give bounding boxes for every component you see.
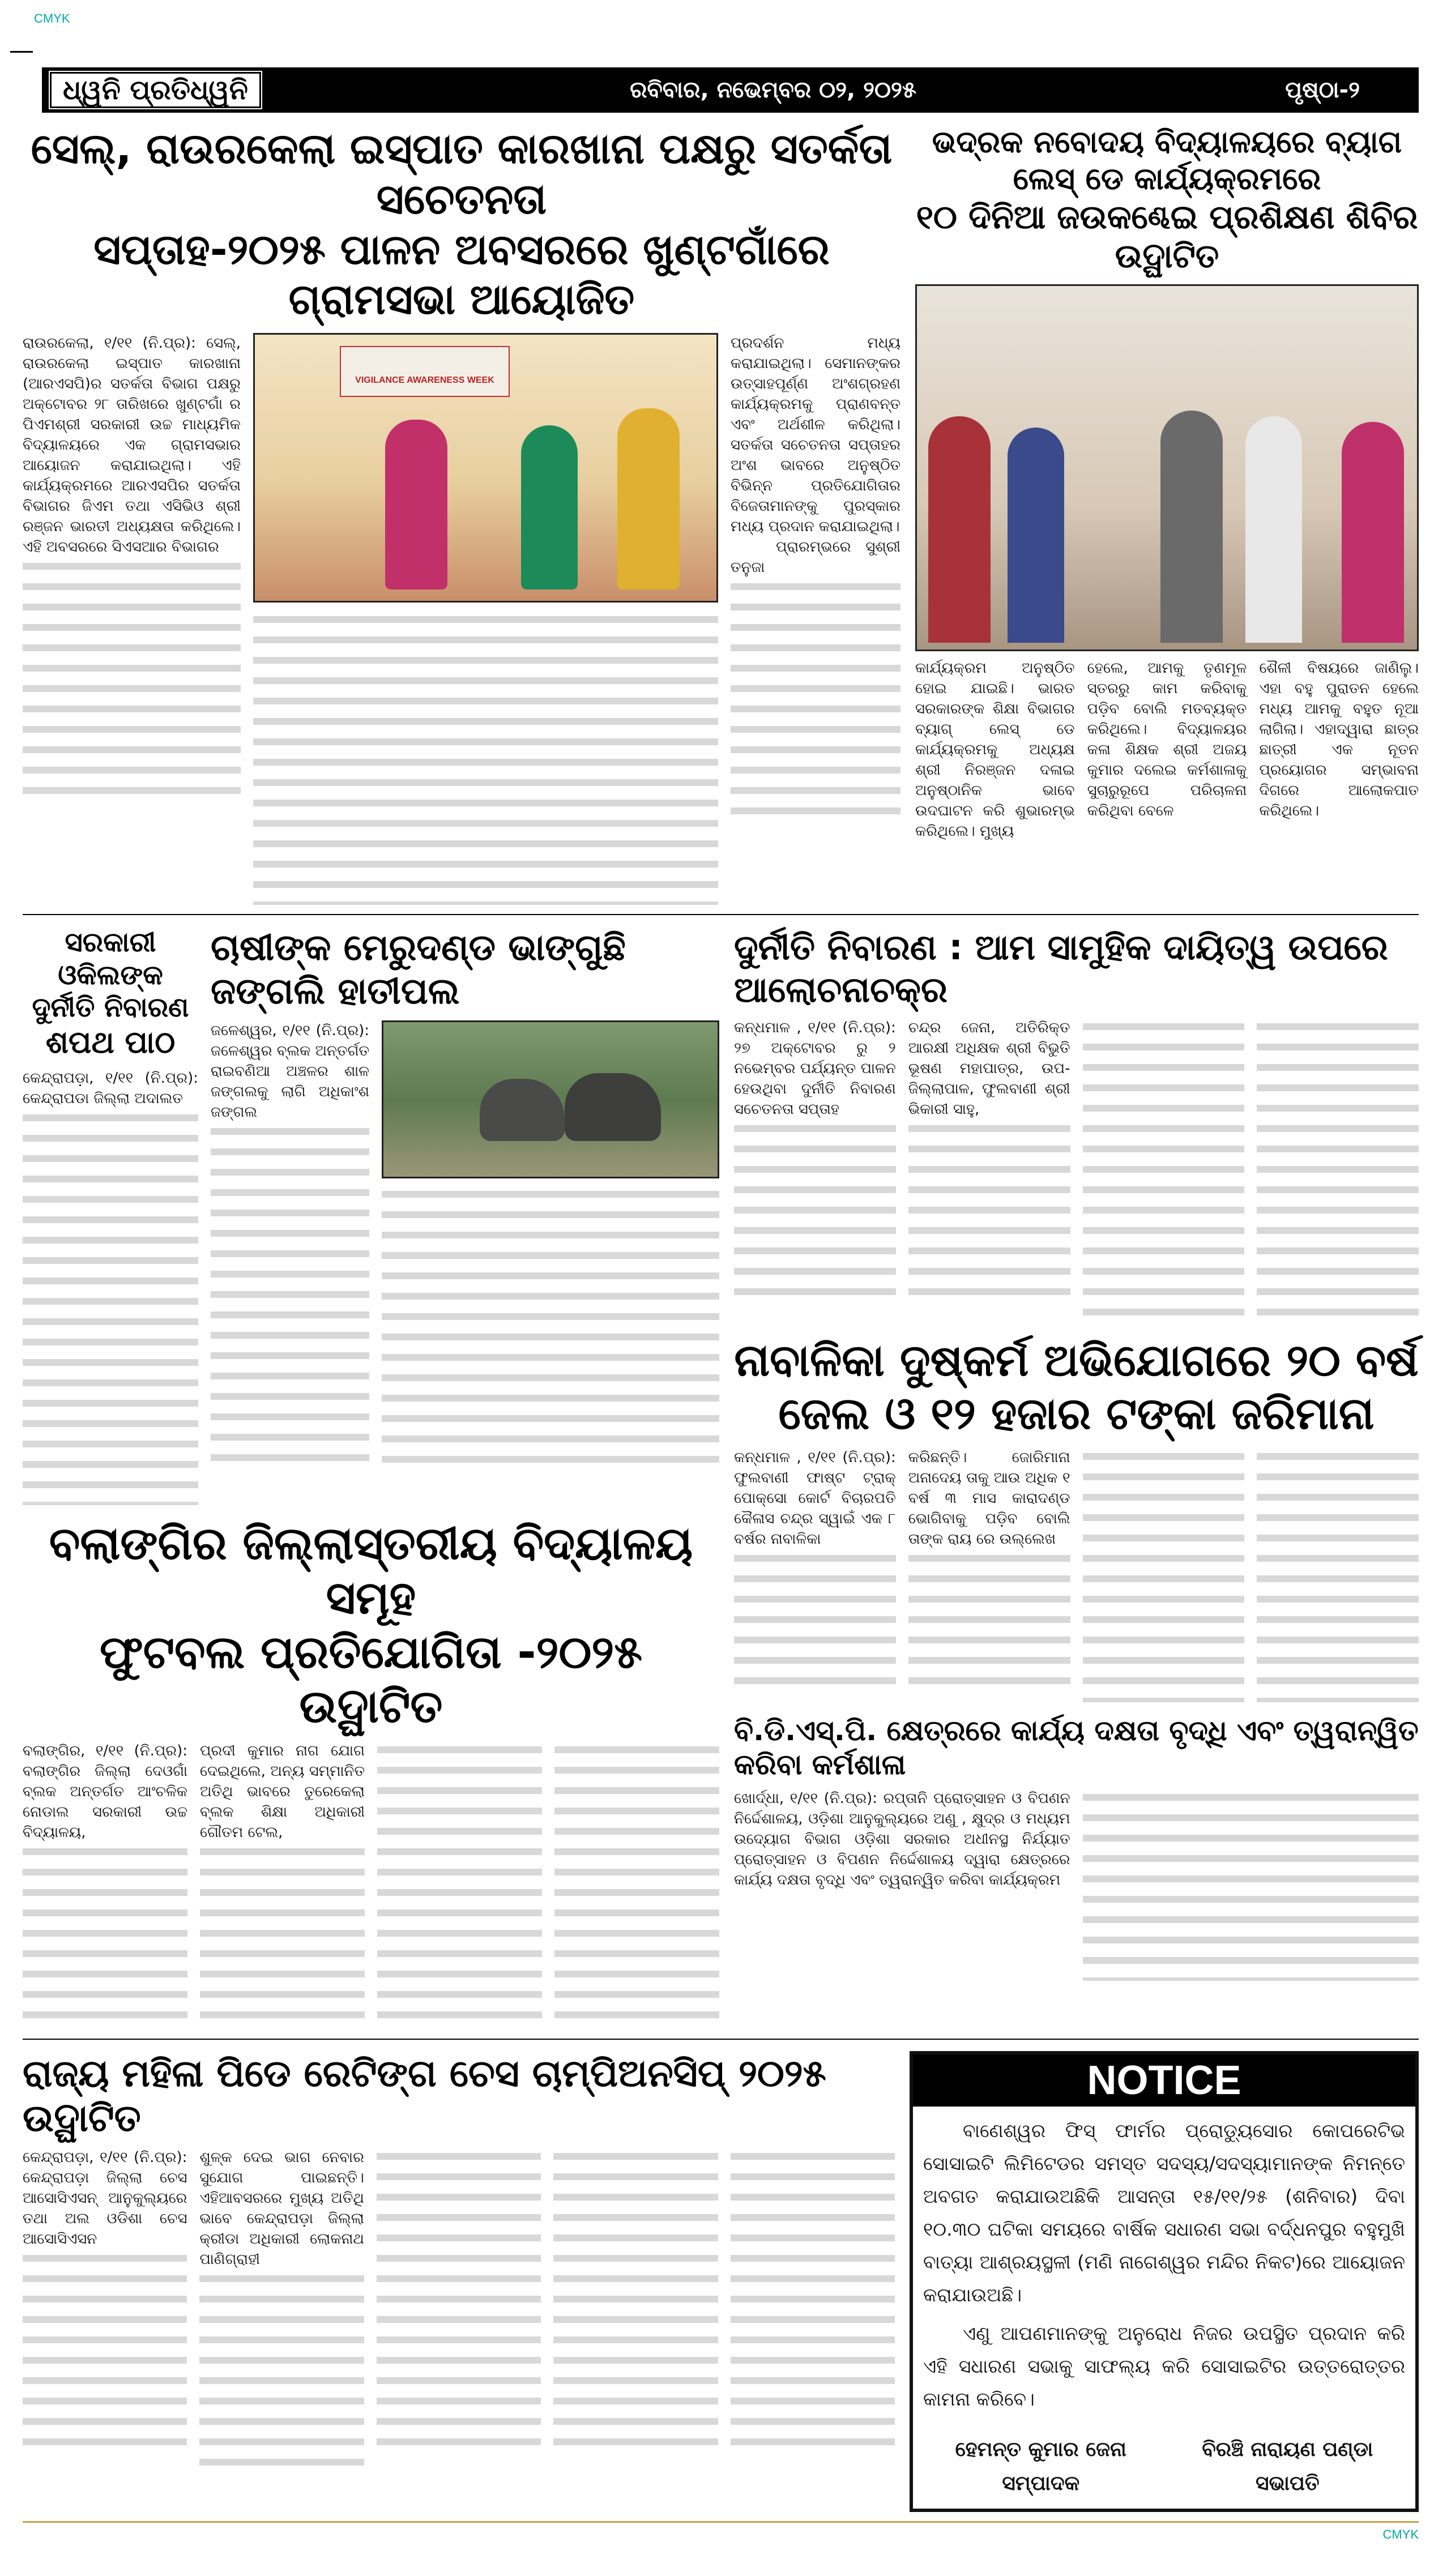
headline-line: ଫୁଟବଲ ପ୍ରତିଯୋଗିତା -୨୦୨୫ ଉଦ୍ଘାଟିତ: [99, 1625, 643, 1733]
headline-bdsp: ବି.ଡି.ଏସ୍.ପି. କ୍ଷେତ୍ରରେ କାର୍ଯ୍ୟ ଦକ୍ଷତା ବୃଦ୍ଧି ଏବଂ ତ୍ୱରାନ୍ୱିତ କରିବା କର୍ମଶାଳା: [734, 1714, 1419, 1782]
article-bdsp: [734, 1714, 1419, 1981]
headline-line: ସରକାରୀ ଓକିଲଙ୍କ: [58, 926, 163, 991]
article-minor: [734, 1335, 1419, 1702]
article-text: ବଲାଙ୍ଗିର, ୧/୧୧ (ନି.ପ୍ର): ବଲାଙ୍ଗିର ଜିଲ୍ଲା ଦେଓଗାଁ ବ୍ଲକ ଅନ୍ତର୍ଗତ ଆଂଚଳିକ ନୋଡାଲ ସରକାରୀ ଉଚ୍ଚ ବିଦ୍ୟାଳୟ,: [23, 1741, 187, 2030]
article-text: ଶୈଳୀ ବିଷୟରେ ଜାଣିଲୁ। ଏହା ବହୁ ପୁରାତନ ହେଲେ ମଧ୍ୟ ଆମକୁ ବହୁତ ନୂଆ ଲାଗିଲା। ଏହାଦ୍ୱାରା ଛାତ୍ର ଛାତ୍ରୀ ଏକ ନୂତନ ପ୍ରୟୋଗର ସମ୍ଭାବନା ଦିଗରେ ଆଲୋକପାତ କରିଥିଲେ।: [1259, 659, 1419, 819]
article-text: କରିଛନ୍ତି। ଜୋରିମାନା ଅନାଦେୟ ତାକୁ ଆଉ ଅଧିକ ୧ ବର୍ଷ ୩ ମାସ କାରାଦଣ୍ଡ ଭୋଗିବାକୁ ପଡ଼ିବ ବୋଲି ତାଙ୍କ ରାୟ ରେ ଉଲ୍ଲେଖ: [908, 1447, 1070, 1702]
masthead: [42, 67, 1419, 113]
article-rsp: [23, 124, 900, 905]
article-elephant-columns: [211, 1020, 719, 1468]
text-column-filler: [200, 1843, 365, 2030]
headline-line: ଶପଥ ପାଠ: [45, 1024, 176, 1060]
dancer-figure: [385, 420, 447, 589]
article-text: ଚନ୍ଦ୍ର ଜେନା, ଅତିରିକ୍ତ ଆରକ୍ଷୀ ଅଧିକ୍ଷକ ଶ୍ରୀ ବିଭୁତି ଭୂଷଣ ମହାପାତ୍ର, ଉପ-ଜିଲ୍ଲାପାଳ, ଫୁଲବାଣୀ ଶ୍ରୀ ଭିକାରୀ ସାହୁ,: [908, 1018, 1070, 1323]
headline-elephant: ଚାଷୀଙ୍କ ମେରୁଦଣ୍ଡ ଭାଙ୍ଗୁଛି ଜଙ୍ଗଲି ହାତୀପଲ: [211, 927, 626, 1013]
text-column-filler: [377, 2147, 541, 2453]
person-figure: [1008, 428, 1064, 643]
article-text: ପ୍ରଦୀ କୁମାର ନାଗ ଯୋଗ ଦେଇଥିଲେ, ଅନ୍ୟ ସମ୍ମାନିତ ଅତିଥି ଭାବରେ ତୁରେକେଲା ବ୍ଲକ ଶିକ୍ଷା ଅଧିକାରୀ ଗୌତମ ଟେଲ,: [200, 1741, 365, 2030]
article-text: କାର୍ଯ୍ୟକ୍ରମ ଅନୁଷ୍ଠିତ ହୋଇ ଯାଇଛି। ଭାରତ ସରକାରଙ୍କ ଶିକ୍ଷା ବିଭାଗର ବ୍ୟାଗ୍ ଲେସ୍ ଡେ କାର୍ଯ୍ୟକ୍ରମକୁ ଅଧ୍ୟକ୍ଷ ଶ୍ରୀ ନିରଞ୍ଜନ ଦଳାଇ ଅନୁଷ୍ଠାନିକ ଭାବେ ଉଦଘାଟନ କରି ଶୁଭାରମ୍ଭ କରିଥିଲେ। ମୁଖ୍ୟ: [915, 659, 1075, 840]
article-text: ପ୍ରାରମ୍ଭରେ ସୁଶ୍ରୀ ତନୁଜା: [731, 539, 900, 576]
photo-bhadrak-workshop: [915, 284, 1419, 651]
crop-mark: [10, 51, 33, 53]
text-column-filler: [23, 557, 241, 795]
dancer-figure: [521, 425, 578, 589]
headline-seminar: ଦୁର୍ନୀତି ନିବାରଣ : ଆମ ସାମୁହିକ ଦାୟିତ୍ୱ ଉପରେ ଆଲୋଚନାଚକ୍ର: [734, 926, 1388, 1010]
text-column-filler: [731, 2147, 895, 2453]
text-column-filler: [734, 1120, 896, 1306]
article-football: [23, 1516, 719, 2030]
divider: [23, 2039, 1419, 2040]
article-text: ହେଲେ, ଆମକୁ ତୃଣମୂଳ ସ୍ତରରୁ କାମ କରିବାକୁ ପଡ଼ିବ ବୋଲି ମତବ୍ୟକ୍ତ କରିଥିଲେ। ବିଦ୍ୟାଳୟର କଳା ଶିକ୍ଷକ ଶ୍ରୀ ଅଜୟ କୁମାର ଦଲେଇ କର୍ମଶାଳାକୁ ସୁଚାରୁରୂପେ ପରିଚାଳନା କରିଥିବା ବେଳେ: [1087, 659, 1247, 819]
headline-line: ସପ୍ତାହ-୨୦୨୫ ପାଳନ ଅବସରରେ ଖୁଣ୍ଟଗାଁରେ ଗ୍ରାମସଭା ଆୟୋଜିତ: [93, 225, 830, 324]
signatory-name: ହେମନ୍ତ କୁମାର ଜେନା: [955, 2437, 1126, 2461]
text-column-filler: [1083, 1018, 1245, 1323]
print-mark-bottom: CMYK: [1382, 2527, 1419, 2541]
elephant-figure: [565, 1073, 661, 1141]
article-body-rsp-right: [731, 333, 900, 905]
text-column-filler: [1083, 1788, 1419, 1981]
page-number: ପୃଷ୍ଠା-୨: [1285, 77, 1360, 103]
person-figure: [1245, 416, 1302, 643]
row-middle: [23, 926, 1419, 2030]
article-text: ଜଳେଶ୍ୱର, ୧/୧୧ (ନି.ପ୍ର): ଜଳେଶ୍ୱର ବ୍ଲକ ଅନ୍ତର୍ଗତ ରାଇବଣିଆ ଅଞ୍ଚଳର ଶାଳ ଜଙ୍ଗଲକୁ ଲାଗି ଅଧିକାଂଶ ଜଙ୍ଗଲ: [211, 1022, 370, 1121]
headline-rsp: [23, 124, 900, 325]
article-body-minor: [734, 1447, 1419, 1702]
headline-chess: ରାଜ୍ୟ ମହିଳା ପିଡେ ରେଟିଙ୍ଗ ଚେସ ଚାମ୍ପିଅନସିପ୍ ୨୦୨୫ ଉଦ୍ଘାଟିତ: [23, 2051, 826, 2140]
signatory-name: ବିରଞ୍ଚି ନାରାୟଣ ପଣ୍ଡା: [1202, 2437, 1373, 2461]
article-seminar: [734, 926, 1419, 1323]
article-rsp-columns: [23, 333, 900, 905]
signatory-role: ସମ୍ପାଦକ: [1002, 2471, 1080, 2495]
article-bhadrak: [915, 124, 1419, 841]
notice-advertisement: [910, 2051, 1419, 2512]
person-figure: [1342, 422, 1404, 643]
headline-lawyer: [23, 926, 198, 1061]
row-top: [23, 124, 1419, 905]
print-mark-top: CMYK: [34, 11, 70, 25]
text-column-filler: [23, 1843, 187, 2030]
text-column-filler: [731, 578, 900, 815]
dancer-figure: [617, 408, 680, 589]
headline-line: ଜେଲ ଓ ୧୨ ହଜାର ଟଙ୍କା ଜରିମାନା: [778, 1388, 1375, 1439]
text-column-filler: [554, 1741, 719, 2024]
text-column-filler: [1257, 1447, 1419, 1702]
article-text: କେନ୍ଦ୍ରାପଡ଼ା, ୧/୧୧ (ନି.ପ୍ର): କେନ୍ଦ୍ରାପଡା ଜିଲ୍ଲା ଅଦାଲତ: [23, 1069, 198, 1107]
text-column-filler: [734, 1549, 896, 1691]
headline-line: ଭଦ୍ରକ ନବୋଦୟ ବିଦ୍ୟାଳୟରେ ବ୍ୟାଗ ଲେସ୍ ଡେ କାର୍ଯ୍ୟକ୍ରମରେ: [932, 124, 1402, 196]
notice-paragraph: ବାଣେଶ୍ୱର ଫିସ୍ ଫାର୍ମର ପ୍ରୋଡ୍ୟୁସୋର କୋପରେଟିଭ ସୋସାଇଟି ଲିମିଟେଡର ସମସ୍ତ ସଦସ୍ୟ/ସଦସ୍ୟାମାନଙ୍କ ନିମନ୍ତେ ଅବଗତ କରାଯାଉଅଛିକି ଆସନ୍ତା ୧୫/୧୧/୨୫ (ଶନିବାର) ଦିବା ୧୦.୩୦ ଘଟିକା ସମୟରେ ବାର୍ଷିକ ସଧାରଣ ସଭା ବର୍ଦ୍ଧନପୁର ବହୁମୁଖି ବାତ୍ୟା ଆଶ୍ରୟସ୍ଥଳୀ (ମଣି ନାଗେଶ୍ୱର ମନ୍ଦିର ନିକଟ)ରେ ଆୟୋଜନ କରାଯାଉଅଛି।: [923, 2119, 1405, 2306]
newspaper-logo: ଧ୍ୱନି ପ୍ରତିଧ୍ୱନି: [50, 72, 261, 108]
headline-line: ନାବାଳିକା ଦୁଷ୍କର୍ମ ଅଭିଯୋଗରେ ୨୦ ବର୍ଷ: [734, 1335, 1419, 1386]
signatory: [955, 2433, 1126, 2501]
text-column-filler: [553, 2147, 718, 2453]
signatory: [1202, 2433, 1373, 2501]
article-body-chess: [23, 2147, 895, 2474]
article-chess: [23, 2051, 895, 2474]
article-elephant-right: [382, 1020, 719, 1468]
article-text: କେନ୍ଦ୍ରାପଡ଼ା, ୧/୧୧ (ନି.ପ୍ର): କେନ୍ଦ୍ରାପଡ଼ା ଜିଲ୍ଲା ଚେସ ଆସୋସିଏସନ୍ ଆନୁକୁଲ୍ୟରେ ତଥା ଅଲ ଓଡିଶା ଚେସ ଆସୋସିଏସନ: [23, 2147, 187, 2474]
headline-football: [23, 1516, 719, 1734]
headline-line: ବଲାଙ୍ଗିର ଜିଲ୍ଲାସ୍ତରୀୟ ବିଦ୍ୟାଳୟ ସମୂହ: [49, 1516, 693, 1624]
bottom-rule: [23, 2521, 1419, 2523]
article-lawyer: [23, 926, 198, 1505]
divider: [23, 914, 1419, 915]
article-rsp-center: [253, 333, 718, 905]
person-figure: [1160, 411, 1223, 643]
signatory-role: ସଭାପତି: [1256, 2471, 1320, 2495]
left-stack: [23, 926, 719, 2030]
article-text: ପ୍ରଦର୍ଶନ ମଧ୍ୟ କରାଯାଇଥିଲା। ସେମାନଙ୍କର ଉତ୍ସାହପୂର୍ଣ୍ଣ ଅଂଶଗ୍ରହଣ କାର୍ଯ୍ୟକ୍ରମକୁ ପ୍ରାଣବନ୍ତ ଏବଂ ଅର୍ଥଶୀଳ କରିଥିଲା। ସତର୍କତା ସଚେତନତା ସପ୍ତାହର ଅଂଶ ଭାବରେ ଅନୁଷ୍ଠିତ ବିଭିନ୍ନ ପ୍ରତିଯୋଗିତାର ବିଜେତାମାନଙ୍କୁ ପୁରସ୍କାର ମଧ୍ୟ ପ୍ରଦାନ କରାଯାଇଥିଲା।: [731, 335, 900, 536]
text-column-filler: [23, 1109, 198, 1505]
headline-line: ୧୦ ଦିନିଆ ଜଉକଣ୍ଢେଇ ପ୍ରଶିକ୍ଷଣ ଶିବିର ଉଦ୍ଘାଟିତ: [916, 197, 1418, 276]
article-body-rsp-below-photo: [253, 610, 718, 905]
text-column-filler: [377, 1741, 542, 2024]
article-body-bdsp: [734, 1788, 1419, 1981]
text-column-filler: [908, 1549, 1070, 1691]
article-body-elephant-below: [382, 1185, 719, 1468]
article-text: ରାଉରକେଲା, ୧/୧୧ (ନି.ପ୍ର): ସେଲ୍, ରାଉରକେଲା ଇସ୍ପାତ କାରଖାନା (ଆରଏସପି)ର ସତର୍କତା ବିଭାଗ ପକ୍ଷରୁ ଅକ୍ଟୋବର ୨୮ ତାରିଖରେ ଖୁଣ୍ଟଗାଁ ର ପିଏମଶ୍ରୀ ସରକାରୀ ଉଚ୍ଚ ମାଧ୍ୟମିକ ବିଦ୍ୟାଳୟରେ ଏକ ଗ୍ରାମସଭାର ଆୟୋଜନ କରାଯାଇଥିଲା। ଏହି କାର୍ଯ୍ୟକ୍ରମରେ ଆରଏସପିର ସତର୍କତା ବିଭାଗର ଜିଏମ ତଥା ଏସିଭିଓ ଶ୍ରୀ ରଞ୍ଜନ ଭାରତୀ ଅଧ୍ୟକ୍ଷତା କରିଥିଲେ। ଏହି ଅବସରରେ ସିଏସଆର ବିଭାଗର: [23, 335, 241, 556]
text-column-filler: [1257, 1018, 1419, 1323]
headline-line: ଦୁର୍ନୀତି ନିବାରଣ: [32, 992, 189, 1024]
article-elephant: [211, 926, 719, 1505]
headline-minor: [734, 1335, 1419, 1441]
text-column-filler: [211, 1122, 369, 1462]
print-marks-bottom: [23, 2527, 1419, 2542]
lawyer-elephant-row: [23, 926, 719, 1505]
notice-signatures: [923, 2433, 1405, 2501]
headline-line: ସେଲ୍, ରାଉରକେଲା ଇସ୍ପାତ କାରଖାନା ପକ୍ଷରୁ ସତର୍କତା ସଚେତନତା: [31, 125, 893, 224]
photo-rsp-dance: [253, 333, 718, 603]
print-marks: [23, 0, 1419, 67]
notice-body: [913, 2107, 1415, 2509]
text-column-filler: [23, 2249, 187, 2453]
notice-paragraph: ଏଣୁ ଆପଣମାନଙ୍କୁ ଅନୁରୋଧ ନିଜର ଉପସ୍ଥିତ ପ୍ରଦାନ କରି ଏହି ସଧାରଣ ସଭାକୁ ସାଫଲ୍ୟ କରି ସୋସାଇଟିର ଉତ୍ତରୋତ୍ତର କାମନା କରିବେ।: [923, 2322, 1405, 2410]
article-body-elephant: [211, 1020, 369, 1468]
article-body-football: [23, 1741, 719, 2030]
article-text: କନ୍ଧମାଳ , ୧/୧୧ (ନି.ପ୍ର): ୨୭ ଅକ୍ଟୋବର ରୁ ୨ ନଭେମ୍ବର ପର୍ଯ୍ୟନ୍ତ ପାଳନ ହେଉଥିବା ଦୁର୍ନୀତି ନିବାରଣ ସଚେତନତା ସପ୍ତାହ: [734, 1018, 896, 1323]
article-text: ଖୋର୍ଦ୍ଧା, ୧/୧୧ (ନି.ପ୍ର): ରପ୍ତାନି ପ୍ରୋତ୍ସାହନ ଓ ବିପଣନ ନିର୍ଦ୍ଦେଶାଳୟ, ଓଡ଼ିଶା ଆନୁକୁଲ୍ୟରେ ଅଣୁ , କ୍ଷୁଦ୍ର ଓ ମଧ୍ୟମ ଉଦ୍ୟୋଗ ବିଭାଗ ଓଡ଼ିଶା ସରକାର ଅଧୀନସ୍ଥ ନିର୍ଯ୍ୟାତ ପ୍ରୋତ୍ସାହନ ଓ ବିପଣନ ନିର୍ଦ୍ଦେଶାଳୟ ଦ୍ୱାରା କ୍ଷେତ୍ରରେ କାର୍ଯ୍ୟ ଦକ୍ଷତା ବୃଦ୍ଧି ଏବଂ ତ୍ୱରାନ୍ୱିତ କରିବା କାର୍ଯ୍ୟକ୍ରମ: [734, 1790, 1070, 1889]
photo-elephants: [382, 1020, 719, 1178]
headline-bhadrak: [915, 124, 1419, 276]
photo-banner: VIGILANCE AWARENESS WEEK: [340, 346, 510, 397]
article-body-seminar: [734, 1018, 1419, 1323]
right-stack: [734, 926, 1419, 1981]
notice-title: NOTICE: [913, 2054, 1415, 2107]
elephant-figure: [480, 1079, 565, 1141]
text-column-filler: [1083, 1447, 1245, 1702]
text-column-filler: [199, 2270, 364, 2474]
article-text: ଶୁଳ୍କ ଦେଇ ଭାଗ ନେବାର ସୁଯୋଗ ପାଇଛନ୍ତି। ଏହିଆବସରରେ ମୁଖ୍ୟ ଅତିଥି ଭାବେ କେନ୍ଦ୍ରାପଡ଼ା ଜିଲ୍ଲା କ୍ରୀଡା ଅଧିକାରୀ ଲୋକନାଥ ପାଣିଗ୍ରାହୀ: [199, 2147, 364, 2474]
article-body-lawyer: [23, 1068, 198, 1505]
row-bottom: [23, 2051, 1419, 2512]
text-column-filler: [908, 1120, 1070, 1306]
article-text: କନ୍ଧମାଳ , ୧/୧୧ (ନି.ପ୍ର): ଫୁଲବାଣୀ ଫାଷ୍ଟ ଟ୍ରାକ୍ ପୋକ୍ସୋ କୋର୍ଟ ବିଚାରପତି କୈଳାସ ଚନ୍ଦ୍ର ସ୍ୱାଇଁ ଏକ ୮ ବର୍ଷର ନାବାଳିକା: [734, 1447, 896, 1702]
article-body-bhadrak: [915, 658, 1419, 841]
person-figure: [928, 416, 991, 643]
issue-date: ରବିବାର, ନଭେମ୍ବର ୦୨, ୨୦୨୫: [630, 77, 916, 103]
article-body-rsp-left: [23, 333, 241, 905]
